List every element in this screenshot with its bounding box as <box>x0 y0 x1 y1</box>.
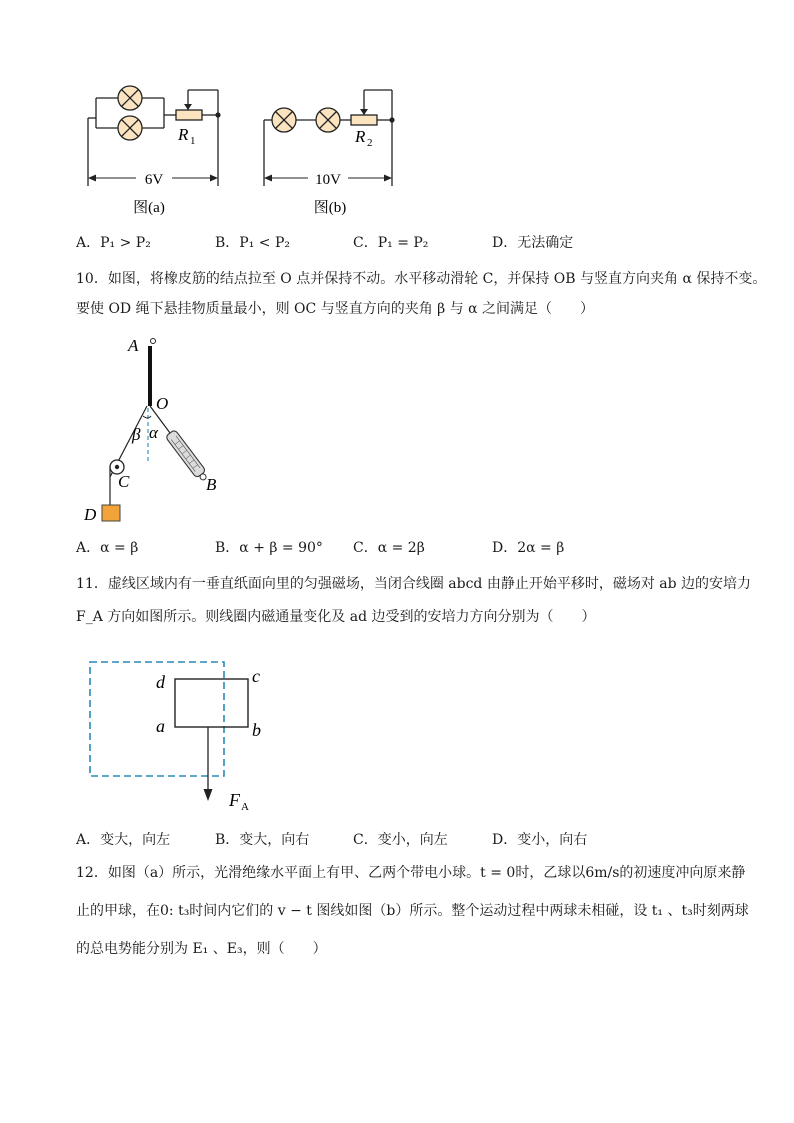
q10-option-b[interactable]: B．α + β = 90° <box>215 540 323 556</box>
q10-option-d[interactable]: D．2α = β <box>492 540 565 556</box>
slider-arrow-icon <box>184 104 192 110</box>
q11-option-b[interactable]: B．变大，向右 <box>215 832 310 848</box>
label-alpha: α <box>149 423 158 442</box>
q10-option-c[interactable]: C．α = 2β <box>353 540 425 556</box>
magnetic-field-diagram-q11 <box>86 656 286 816</box>
label-A: A <box>128 336 139 355</box>
label-O: O <box>156 394 169 413</box>
force-diagram-q10 <box>80 332 240 532</box>
circuit-figure-a <box>78 78 238 218</box>
q11-stem-line2: F_A 方向如图所示。则线圈内磁通量变化及 ad 边受到的安培力方向分别为（ ） <box>76 609 596 625</box>
label-b: b <box>252 720 261 740</box>
r1-label: R <box>178 125 189 144</box>
q10-stem-line2: 要使 OD 绳下悬挂物质量最小，则 OC 与竖直方向的夹角 β 与 α 之间满足（ ） <box>76 301 595 317</box>
r2-label: R <box>355 127 366 146</box>
spring-scale-icon <box>165 429 209 483</box>
label-beta: β <box>132 425 141 444</box>
q9-option-a[interactable]: A．P₁ > P₂ <box>76 235 151 251</box>
q12-stem-line3: 的总电势能分别为 E₁ 、E₃，则（ ） <box>76 941 327 957</box>
q10-option-a[interactable]: A．α = β <box>76 540 139 556</box>
q10-stem-line1: 10．如图，将橡皮筋的结点拉至 O 点并保持不动。水平移动滑轮 C，并保持 OB 与竖直方向夹角 α 保持不变。 <box>76 271 767 287</box>
force-arrow-icon <box>204 789 213 801</box>
q12-stem-line2: 止的甲球，在0: t₃时间内它们的 v − t 图线如图（b）所示。整个运动过程中两球未相碰，设 t₁ 、t₃时刻两球 <box>76 903 749 919</box>
r2-subscript: 2 <box>367 137 373 149</box>
label-D: D <box>84 505 97 524</box>
lamp-icon <box>272 108 296 132</box>
voltage-label-a: 6V <box>144 172 164 188</box>
q11-option-d[interactable]: D．变小，向右 <box>492 832 588 848</box>
resistor-r2 <box>351 115 377 125</box>
label-a: a <box>156 716 165 736</box>
circuit-figure-b <box>256 78 416 218</box>
label-d: d <box>156 672 165 692</box>
q9-option-b[interactable]: B．P₁ < P₂ <box>215 235 290 251</box>
label-F: F <box>229 790 240 810</box>
lamp-icon <box>118 86 142 110</box>
lamp-icon <box>118 116 142 140</box>
q11-option-c[interactable]: C．变小，向左 <box>353 832 448 848</box>
q9-option-d[interactable]: D．无法确定 <box>492 235 574 251</box>
q9-option-c[interactable]: C．P₁ = P₂ <box>353 235 429 251</box>
slider-arrow-icon <box>360 109 368 115</box>
arrow-right-icon <box>210 175 218 182</box>
caption-fig-a: 图(a) <box>133 200 165 216</box>
voltage-label-b: 10V <box>315 172 341 188</box>
label-F-subscript: A <box>241 801 249 813</box>
arrow-right-icon <box>384 175 392 182</box>
resistor-r1 <box>176 110 202 120</box>
hanging-block-d <box>102 505 120 521</box>
caption-fig-b: 图(b) <box>313 200 347 216</box>
label-B: B <box>206 475 217 494</box>
arrow-left-icon <box>264 175 272 182</box>
label-c: c <box>252 666 260 686</box>
r1-subscript: 1 <box>190 135 196 147</box>
q11-stem-line1: 11．虚线区域内有一垂直纸面向里的匀强磁场，当闭合线圈 abcd 由静止开始平移时，磁场对 ab 边的安培力 <box>76 576 752 592</box>
q12-stem-line1: 12．如图（a）所示，光滑绝缘水平面上有甲、乙两个带电小球。t = 0时，乙球以6m/s的初速度冲向原来静 <box>76 865 746 881</box>
q11-option-a[interactable]: A．变大，向左 <box>76 832 171 848</box>
lamp-icon <box>316 108 340 132</box>
coil-abcd <box>175 679 248 727</box>
label-C: C <box>118 472 130 491</box>
arrow-left-icon <box>88 175 96 182</box>
